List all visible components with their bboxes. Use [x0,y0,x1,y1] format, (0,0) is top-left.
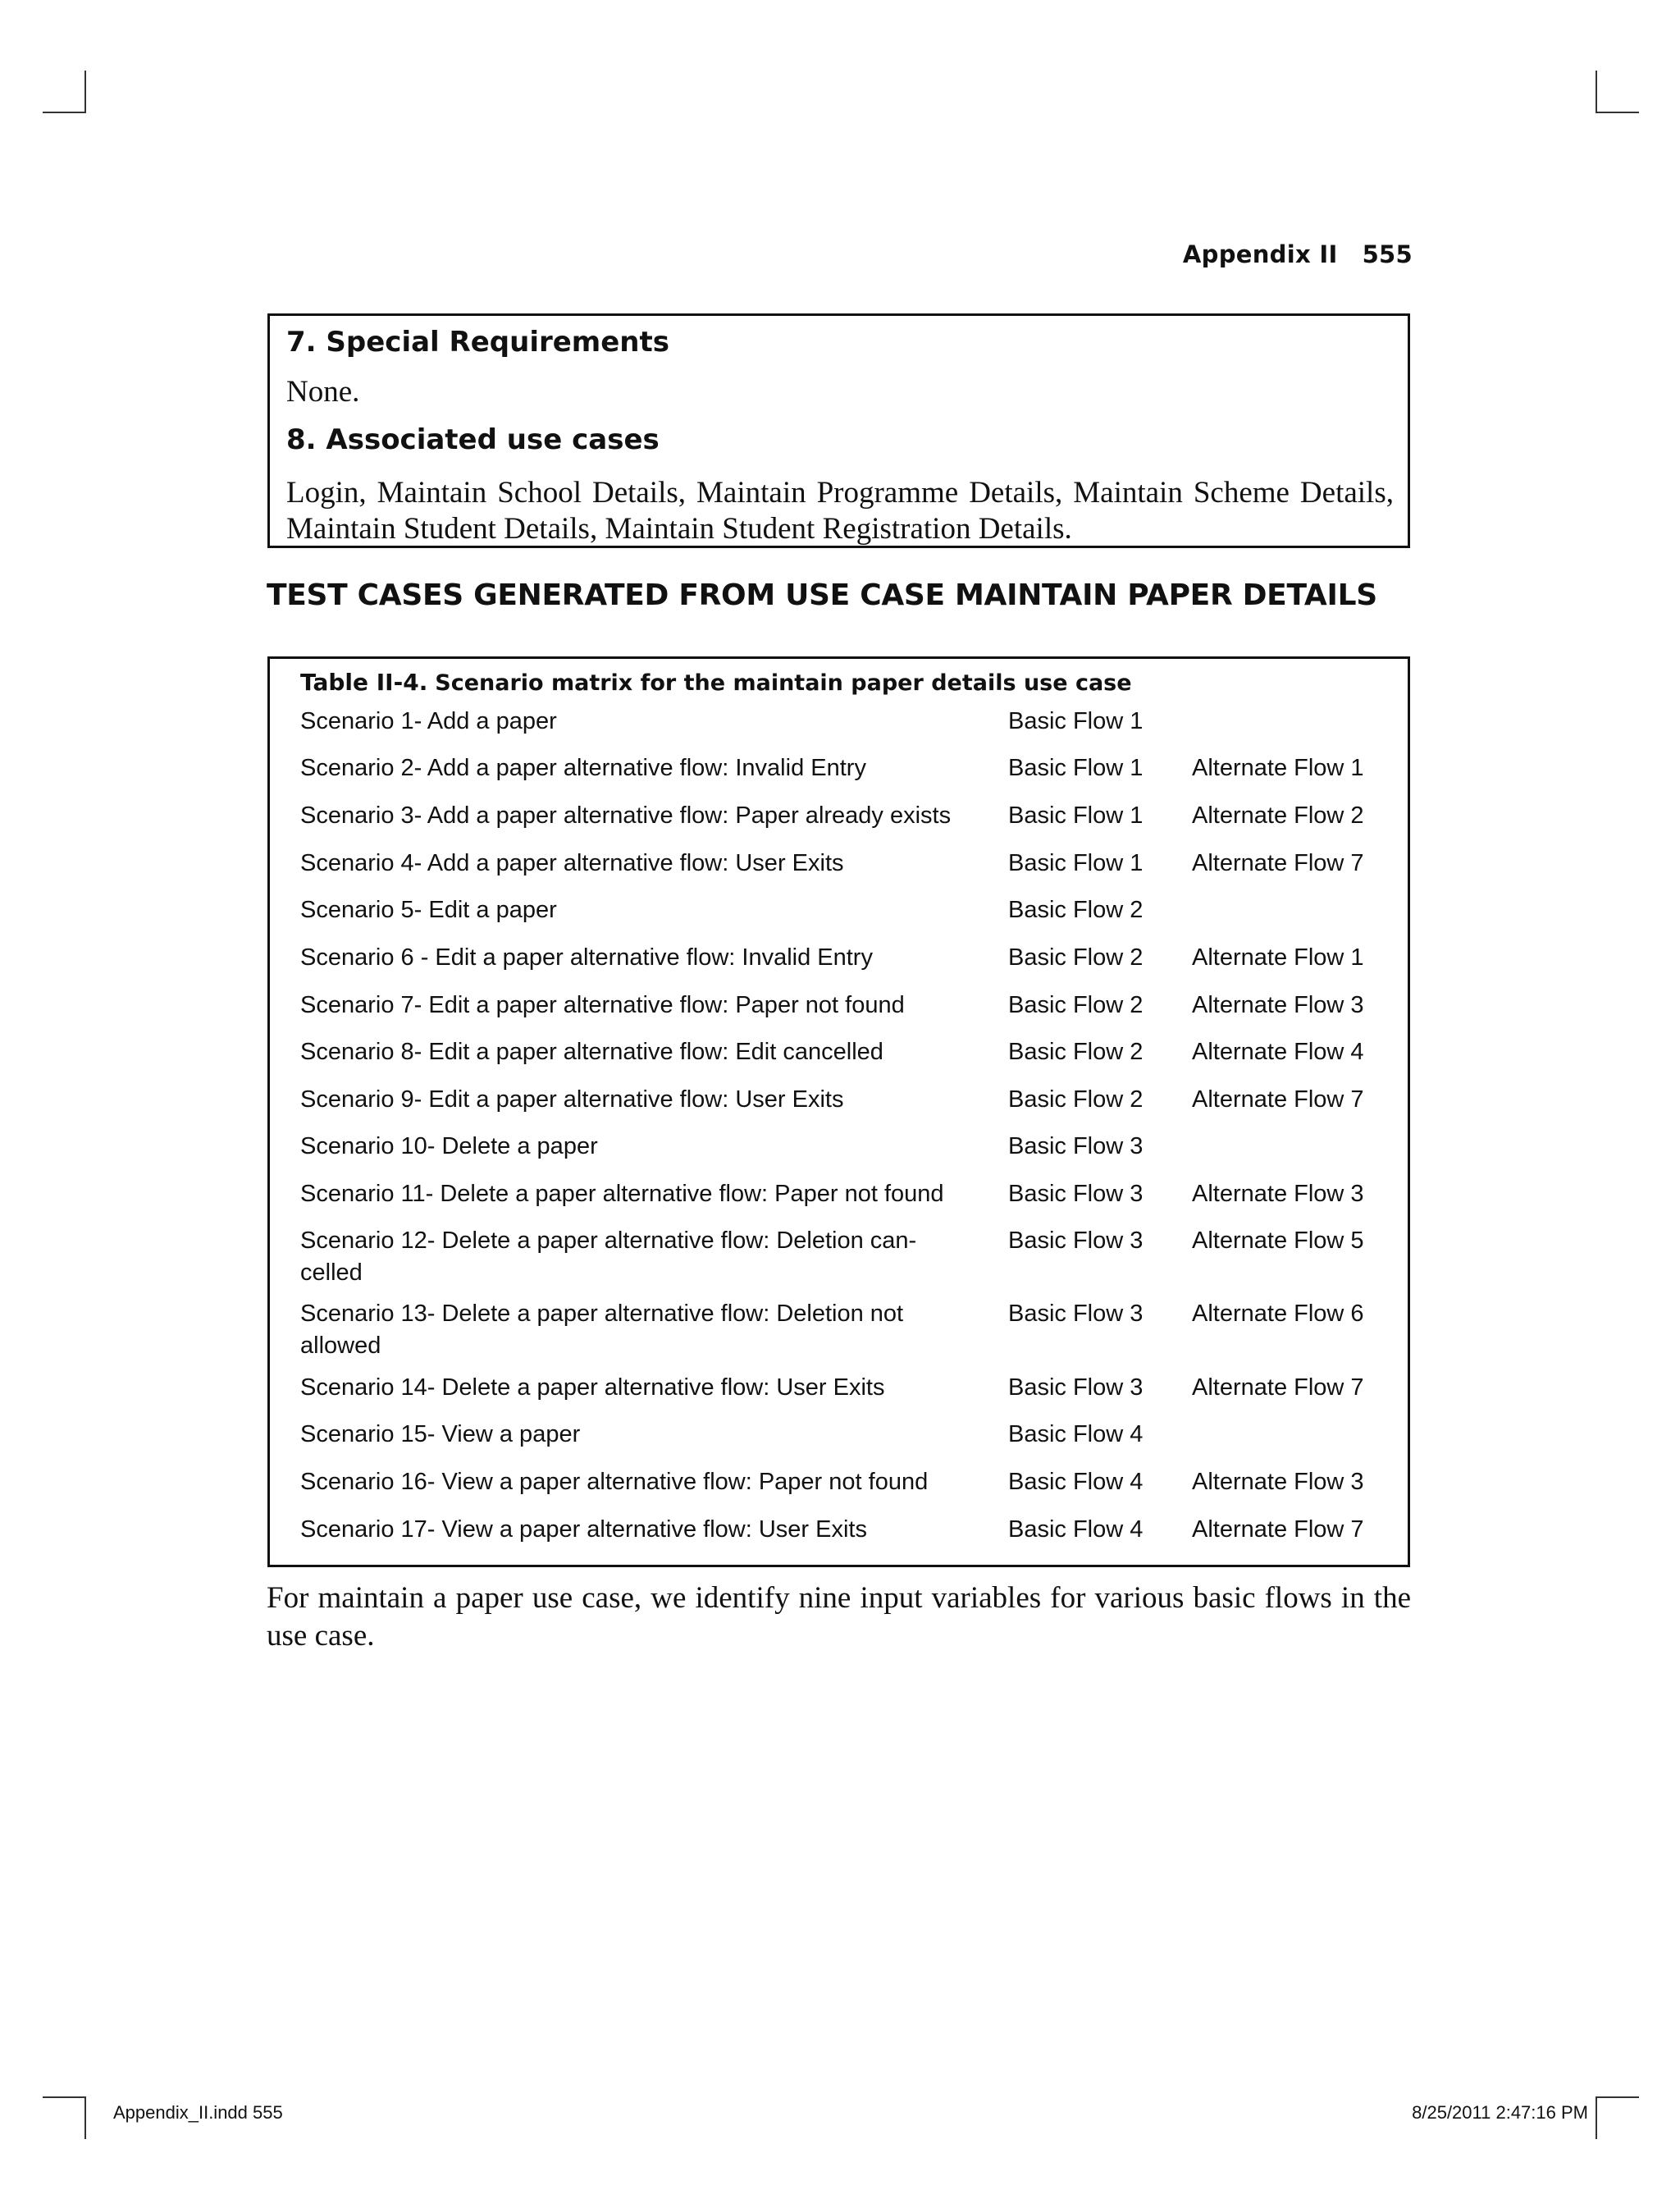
special-requirements-text: None. [286,375,360,409]
basic-flow-cell: Basic Flow 3 [1008,1374,1144,1401]
requirements-box [267,313,1410,548]
crop-mark [84,71,86,113]
alternate-flow-cell: Alternate Flow 6 [1192,1301,1364,1327]
crop-mark [1596,2096,1597,2139]
basic-flow-cell: Basic Flow 4 [1008,1516,1144,1543]
scenario-table [267,656,1410,1567]
associated-use-cases-text: Login, Maintain School Details, Maintain Programme Details, Maintain Scheme Details, Maintain Student Details, Maintain Student Registration Details. [286,476,1394,546]
running-title: Appendix II [1182,240,1338,268]
page-number: 555 [1362,240,1413,268]
scenario-cell: Scenario 2- Add a paper alternative flow: Invalid Entry [300,755,866,781]
alternate-flow-cell: Alternate Flow 4 [1192,1039,1364,1065]
scenario-cell: Scenario 1- Add a paper [300,708,557,734]
basic-flow-cell: Basic Flow 2 [1008,897,1144,923]
print-timestamp: 8/25/2011 2:47:16 PM [1412,2102,1588,2123]
alternate-flow-cell: Alternate Flow 2 [1192,802,1364,829]
running-head [1148,240,1413,268]
scenario-cell: Scenario 3- Add a paper alternative flow: Paper already exists [300,802,952,829]
scenario-cell: Scenario 7- Edit a paper alternative flow: Paper not found [300,992,905,1018]
associated-use-cases-heading: 8. Associated use cases [286,423,660,456]
alternate-flow-cell: Alternate Flow 3 [1192,1181,1364,1207]
crop-mark [43,112,86,113]
basic-flow-cell: Basic Flow 3 [1008,1301,1144,1327]
alternate-flow-cell: Alternate Flow 7 [1192,1086,1364,1113]
basic-flow-cell: Basic Flow 1 [1008,802,1144,829]
alternate-flow-cell: Alternate Flow 3 [1192,1469,1364,1495]
alternate-flow-cell: Alternate Flow 7 [1192,1374,1364,1401]
scenario-cell: Scenario 8- Edit a paper alternative flow: Edit cancelled [300,1039,883,1065]
basic-flow-cell: Basic Flow 3 [1008,1181,1144,1207]
table-caption-text: Scenario matrix for the maintain paper details use case [435,670,1132,696]
basic-flow-cell: Basic Flow 2 [1008,992,1144,1018]
alternate-flow-cell: Alternate Flow 5 [1192,1228,1364,1254]
scenario-cell: Scenario 10- Delete a paper [300,1133,598,1159]
crop-mark [1596,71,1597,113]
basic-flow-cell: Basic Flow 2 [1008,944,1144,971]
basic-flow-cell: Basic Flow 4 [1008,1421,1144,1447]
crop-mark [1596,2096,1639,2098]
crop-mark [43,2096,86,2098]
table-caption-label: Table II-4. [300,669,428,696]
scenario-cell: Scenario 9- Edit a paper alternative flow: User Exits [300,1086,844,1113]
section-heading: TEST CASES GENERATED FROM USE CASE MAINTAIN PAPER DETAILS [267,578,1377,612]
table-caption [300,669,1132,696]
scenario-cell: Scenario 5- Edit a paper [300,897,557,923]
alternate-flow-cell: Alternate Flow 1 [1192,944,1364,971]
alternate-flow-cell: Alternate Flow 7 [1192,1516,1364,1543]
scenario-cell: Scenario 15- View a paper [300,1421,581,1447]
scenario-cell: Scenario 17- View a paper alternative flow: User Exits [300,1516,867,1543]
closing-paragraph: For maintain a paper use case, we identify nine input variables for various basic flows in the use case. [267,1581,1411,1653]
file-slug: Appendix_II.indd 555 [113,2102,283,2123]
alternate-flow-cell: Alternate Flow 7 [1192,850,1364,876]
scenario-cell: Scenario 13- Delete a paper alternative flow: Deletion not allowed [300,1301,904,1359]
basic-flow-cell: Basic Flow 1 [1008,755,1144,781]
basic-flow-cell: Basic Flow 1 [1008,708,1144,734]
basic-flow-cell: Basic Flow 1 [1008,850,1144,876]
basic-flow-cell: Basic Flow 2 [1008,1039,1144,1065]
scenario-cell: Scenario 6 - Edit a paper alternative flow: Invalid Entry [300,944,873,971]
scenario-cell: Scenario 11- Delete a paper alternative flow: Paper not found [300,1181,944,1207]
basic-flow-cell: Basic Flow 3 [1008,1133,1144,1159]
scenario-cell: Scenario 4- Add a paper alternative flow: User Exits [300,850,844,876]
basic-flow-cell: Basic Flow 4 [1008,1469,1144,1495]
basic-flow-cell: Basic Flow 3 [1008,1228,1144,1254]
scenario-cell: Scenario 12- Delete a paper alternative flow: Deletion can- celled [300,1228,917,1286]
special-requirements-heading: 7. Special Requirements [286,326,669,359]
alternate-flow-cell: Alternate Flow 1 [1192,755,1364,781]
basic-flow-cell: Basic Flow 2 [1008,1086,1144,1113]
scenario-cell: Scenario 16- View a paper alternative flow: Paper not found [300,1469,929,1495]
crop-mark [84,2096,86,2139]
alternate-flow-cell: Alternate Flow 3 [1192,992,1364,1018]
scenario-cell: Scenario 14- Delete a paper alternative flow: User Exits [300,1374,885,1401]
crop-mark [1596,112,1639,113]
